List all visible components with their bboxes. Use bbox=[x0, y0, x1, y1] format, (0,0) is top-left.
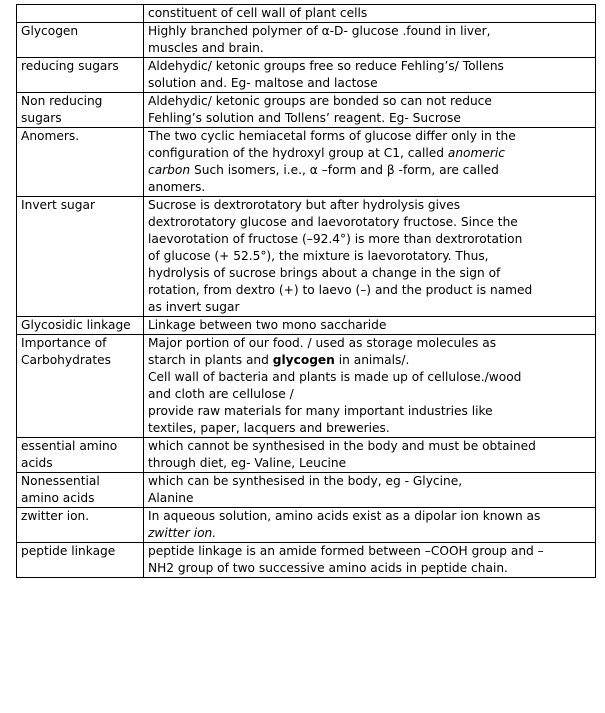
definition-line bbox=[148, 386, 592, 403]
definition-line: muscles and brain. bbox=[148, 41, 264, 55]
italic-term: carbon bbox=[148, 163, 191, 177]
definition-text: in animals/. bbox=[334, 353, 410, 367]
definition-line: Aldehydic/ ketonic groups free so reduce Fehling’s/ Tollens bbox=[148, 59, 504, 73]
term-cell: zwitter ion. bbox=[17, 508, 144, 543]
table-row bbox=[17, 543, 596, 578]
term-cell: Invert sugar bbox=[17, 197, 144, 317]
definition-cell bbox=[144, 335, 596, 438]
definition-line bbox=[148, 352, 592, 369]
table-row bbox=[17, 23, 596, 58]
bold-term: glycogen bbox=[272, 353, 335, 367]
definition-line: Linkage between two mono saccharide bbox=[148, 318, 387, 332]
definition-cell bbox=[144, 197, 596, 317]
definition-line: Highly branched polymer of α-D- glucose .found in liver, bbox=[148, 24, 491, 38]
term-cell: Glycogen bbox=[17, 23, 144, 58]
definition-text: provide raw materials for many important industries like bbox=[148, 404, 493, 418]
definition-line: through diet, eg- Valine, Leucine bbox=[148, 456, 347, 470]
italic-term: anomeric bbox=[447, 146, 505, 160]
term-cell: Non reducing sugars bbox=[17, 93, 144, 128]
definition-line bbox=[148, 403, 592, 420]
table-row bbox=[17, 128, 596, 197]
table-row bbox=[17, 93, 596, 128]
definition-line: which cannot be synthesised in the body and must be obtained bbox=[148, 439, 536, 453]
term-cell: Importance of Carbohydrates bbox=[17, 335, 144, 438]
definition-cell bbox=[144, 93, 596, 128]
table-row bbox=[17, 58, 596, 93]
definition-text: and cloth are cellulose / bbox=[148, 387, 294, 401]
table-row bbox=[17, 508, 596, 543]
definition-line: Aldehydic/ ketonic groups are bonded so can not reduce bbox=[148, 94, 492, 108]
definition-line: Fehling’s solution and Tollens’ reagent. Eg- Sucrose bbox=[148, 111, 461, 125]
term-cell: Nonessential amino acids bbox=[17, 473, 144, 508]
definition-line: solution and. Eg- maltose and lactose bbox=[148, 76, 378, 90]
definition-line bbox=[148, 508, 592, 525]
definition-text: textiles, paper, lacquers and breweries. bbox=[148, 421, 390, 435]
table-row bbox=[17, 473, 596, 508]
table-row bbox=[17, 335, 596, 438]
definition-line bbox=[148, 335, 592, 352]
definition-cell bbox=[144, 543, 596, 578]
definition-cell bbox=[144, 508, 596, 543]
definition-line: Alanine bbox=[148, 491, 194, 505]
definition-text: The two cyclic hemiacetal forms of glucose differ only in the bbox=[148, 129, 516, 143]
definition-line bbox=[148, 179, 592, 196]
term-cell: Anomers. bbox=[17, 128, 144, 197]
table-row bbox=[17, 197, 596, 317]
definition-text: starch in plants and bbox=[148, 353, 273, 367]
definition-line: peptide linkage is an amide formed between –COOH group and – bbox=[148, 544, 544, 558]
definition-line: NH2 group of two successive amino acids in peptide chain. bbox=[148, 561, 508, 575]
term-cell bbox=[17, 5, 144, 23]
term-cell: reducing sugars bbox=[17, 58, 144, 93]
definition-text: Cell wall of bacteria and plants is made up of cellulose./wood bbox=[148, 370, 522, 384]
definition-line bbox=[148, 128, 592, 145]
term-cell: Glycosidic linkage bbox=[17, 317, 144, 335]
term-cell: essential amino acids bbox=[17, 438, 144, 473]
definition-line bbox=[148, 525, 592, 542]
notes-table bbox=[16, 4, 596, 578]
definition-line: hydrolysis of sucrose brings about a change in the sign of bbox=[148, 266, 501, 280]
definition-cell bbox=[144, 5, 596, 23]
definition-line: as invert sugar bbox=[148, 300, 240, 314]
italic-term: zwitter ion. bbox=[148, 526, 217, 540]
definition-cell bbox=[144, 473, 596, 508]
definition-line: rotation, from dextro (+) to laevo (–) and the product is named bbox=[148, 283, 533, 297]
definition-line: dextrorotatory glucose and laevorotatory fructose. Since the bbox=[148, 215, 518, 229]
definition-cell bbox=[144, 438, 596, 473]
definition-cell bbox=[144, 58, 596, 93]
term-cell: peptide linkage bbox=[17, 543, 144, 578]
table-row bbox=[17, 5, 596, 23]
definition-line bbox=[148, 369, 592, 386]
definition-line bbox=[148, 145, 592, 162]
table-row bbox=[17, 317, 596, 335]
definition-text: In aqueous solution, amino acids exist as a dipolar ion known as bbox=[148, 509, 541, 523]
notes-table-body bbox=[17, 5, 596, 578]
definition-text: Major portion of our food. / used as storage molecules as bbox=[148, 336, 497, 350]
definition-line: laevorotation of fructose (–92.4°) is more than dextrorotation bbox=[148, 232, 523, 246]
definition-line: of glucose (+ 52.5°), the mixture is laevorotatory. Thus, bbox=[148, 249, 489, 263]
table-row bbox=[17, 438, 596, 473]
definition-line: constituent of cell wall of plant cells bbox=[148, 6, 368, 20]
definition-text: Such isomers, i.e., α –form and β -form, are called bbox=[190, 163, 499, 177]
definition-text: anomers. bbox=[148, 180, 206, 194]
definition-text: configuration of the hydroxyl group at C1, called bbox=[148, 146, 448, 160]
definition-cell bbox=[144, 128, 596, 197]
definition-line bbox=[148, 420, 592, 437]
definition-cell bbox=[144, 23, 596, 58]
definition-line bbox=[148, 162, 592, 179]
definition-line: which can be synthesised in the body, eg - Glycine, bbox=[148, 474, 463, 488]
definition-line: Sucrose is dextrorotatory but after hydrolysis gives bbox=[148, 198, 461, 212]
definition-cell bbox=[144, 317, 596, 335]
